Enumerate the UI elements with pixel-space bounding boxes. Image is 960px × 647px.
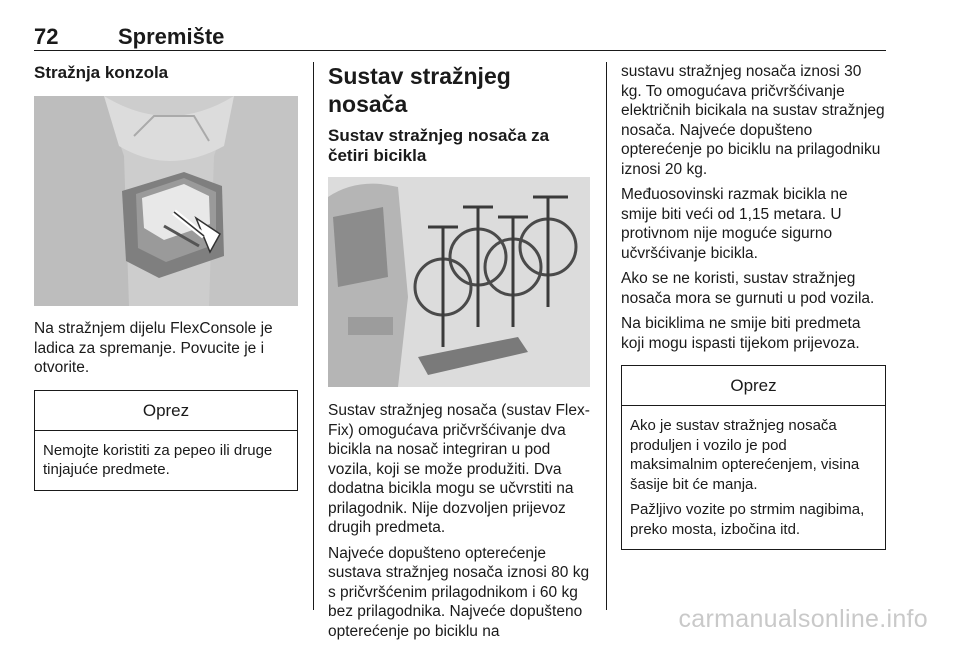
section-title-rear-carrier: Sustav stražnjeg nosača [328,63,511,117]
carrier-load-continued: sustavu stražnjeg nosača iznosi 30 kg. To omogućava pričvršćivanje električnih bicikala na sustav stražnjeg nosača. Najveće dopušteno opterećenje po biciklu na prilagodniku iznosi 20 kg. [621,63,885,178]
warning-text: Nemojte koristiti za pepeo ili druge tinjajuće predmete. [43,441,273,478]
drawer-illustration-icon [34,96,298,306]
column-right [621,62,886,550]
stow-paragraph: Ako se ne koristi, sustav stražnjeg nosača mora se gurnuti u pod vozila. [621,270,875,307]
wheelbase-paragraph: Međuosovinski razmak bicikla ne smije biti veći od 1,15 metara. U protivnom nije moguće sigurno učvršćivanje bicikla. [621,186,848,262]
warning-box-ash [34,390,298,491]
page-header [34,24,886,51]
column-divider-2 [606,62,607,610]
warning-text-drive-carefully: Pažljivo vozite po strmim nagibima, preko mosta, izbočina itd. [630,501,865,538]
column-middle [328,62,590,647]
carrier-max-load: Najveće dopušteno opterećenje sustava stražnjeg nosača iznosi 80 kg s pričvršćenim prilagodnikom i 60 kg bez prilagodnika. Najveće dopušteno opterećenje po biciklu na [328,544,590,640]
bike-carrier-icon [328,177,590,387]
section-heading-rear-console: Stražnja konzola [34,63,169,82]
subsection-title-four-bikes: Sustav stražnjeg nosača za četiri bicikla [328,126,550,165]
page-number: 72 [34,24,59,49]
rear-console-illustration [34,96,298,306]
loose-objects-paragraph: Na biciklima ne smije biti predmeta koji mogu ispasti tijekom prijevoza. [621,315,861,352]
carrier-description: Sustav stražnjeg nosača (sustav Flex-Fix) omogućava pričvršćivanje dva bicikla na nosač integriran u pod vozila, koji se može produžiti. Dva dodatna bicikla mogu se učvrstiti na prilagodnik. Nije dozvoljen prijevoz drugih predmeta. [328,402,590,536]
warning-title: Oprez [622,366,885,406]
warning-text-clearance: Ako je sustav stražnjeg nosača produljen i vozilo je pod maksimalnim opterećenjem, visina šasije bit će manja. [630,417,860,493]
chapter-title: Spremište [118,24,225,49]
watermark: carmanualsonline.info [678,605,928,633]
warning-box-ground-clearance [621,365,886,550]
rear-console-paragraph: Na stražnjem dijelu FlexConsole je ladica za spremanje. Povucite je i otvorite. [34,320,273,376]
column-left [34,62,298,491]
bike-carrier-illustration [328,177,590,387]
column-divider-1 [313,62,314,610]
warning-title: Oprez [35,391,297,431]
